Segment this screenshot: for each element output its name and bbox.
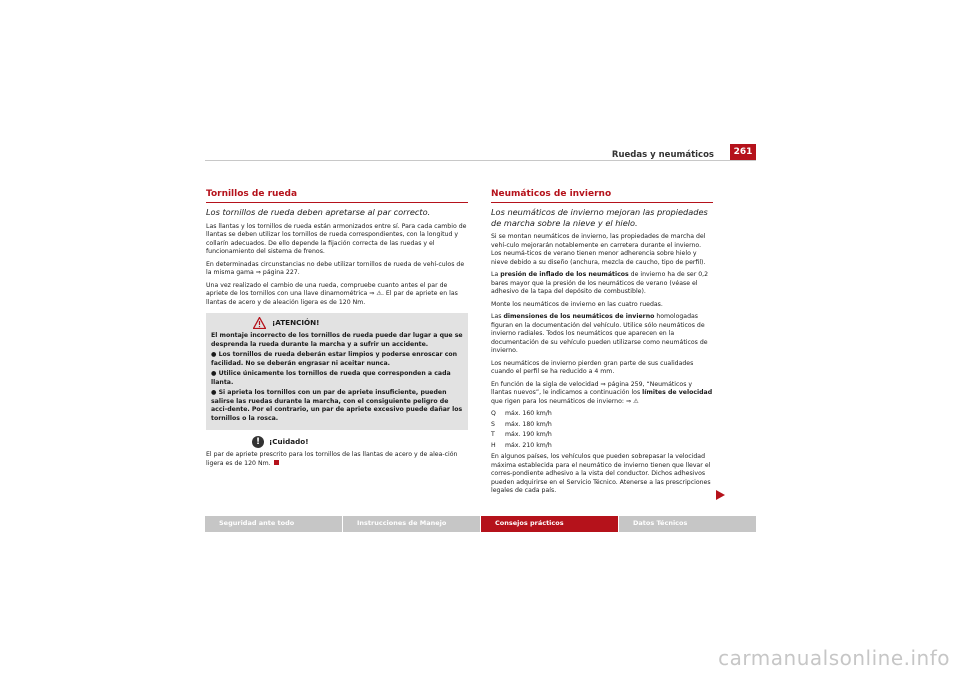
paragraph: La presión de inflado de los neumáticos de invierno ha de ser 0,2 bares mayor que la presión de los neumáticos de verano (véase el adhesivo de la tapa del depósito de combustible). xyxy=(491,271,709,295)
header-divider xyxy=(205,160,756,161)
footer-tab-instrucciones[interactable]: Instrucciones de Manejo xyxy=(343,516,480,532)
left-column xyxy=(206,188,468,472)
speed-row: T máx. 190 km/h xyxy=(491,431,552,438)
exclamation-icon: ! xyxy=(252,436,264,448)
paragraph: En algunos países, los vehículos que pueden sobrepasar la velocidad máxima establecida para el neumático de invierno tienen que llevar el corres-pondiente adhesivo a la vista del conductor. Dichos adhesivos pueden adquirirse en el Servicio Técnico. Atenerse a las prescripciones legales de cada país. xyxy=(491,453,711,494)
caution-header xyxy=(252,436,468,448)
bullet-icon: ● xyxy=(211,370,219,377)
page-number: 261 xyxy=(730,144,756,161)
speed-row: H máx. 210 km/h xyxy=(491,441,552,449)
paragraph: Los neumáticos de invierno pierden gran parte de sus cualidades cuando el perfil se ha reducido a 4 mm. xyxy=(491,359,694,375)
warning-bullet: ● Si aprieta los tornillos con un par de apriete insuficiente, pueden salirse las ruedas durante la marcha, con el consiguiente peligro de acci-dente. Por el contrario, un par de apriete excesivo puede dañar los tornillos o la rosca. xyxy=(211,389,463,422)
running-header-title: Ruedas y neumáticos xyxy=(611,150,714,160)
next-page-arrow-icon[interactable] xyxy=(716,490,725,500)
footer-tab-consejos[interactable]: Consejos prácticos xyxy=(481,516,618,532)
bullet-icon: ● xyxy=(211,389,219,396)
warning-intro: El montaje incorrecto de los tornillos de rueda puede dar lugar a que se desprenda la rueda durante la marcha y a sufrir un accidente. xyxy=(211,332,463,348)
caution-text: El par de apriete prescrito para los tornillos de las llantas de acero y de alea-ción ligera es de 120 Nm. xyxy=(206,451,458,467)
paragraph: Si se montan neumáticos de invierno, las propiedades de marcha del vehí-culo mejorarán notablemente en carretera durante el invierno. Los neumá-ticos de verano tienen menor adherencia sobre hielo y nieve debido a su diseño (anchura, mezcla de caucho, tipo de perfil). xyxy=(491,233,706,266)
footer-tab-seguridad[interactable]: Seguridad ante todo xyxy=(205,516,342,532)
section-subtitle-winter-tyres: Los neumáticos de invierno mejoran las propiedades de marcha sobre la nieve y el hielo. xyxy=(491,207,708,228)
speed-row: Q máx. 160 km/h xyxy=(491,410,552,417)
warning-box xyxy=(206,313,468,430)
footer-tab-datos[interactable]: Datos Técnicos xyxy=(619,516,756,532)
bullet-icon: ● xyxy=(211,351,219,358)
paragraph: En función de la sigla de velocidad ⇒ página 259, “Neumáticos y llantas nuevos”, le indicamos a continuación los límites de velocidad que rigen para los neumáticos de invierno: ⇒ ⚠ xyxy=(491,380,713,405)
paragraph: Las dimensiones de los neumáticos de invierno homologadas figuran en la documentación del vehículo. Utilice sólo neumáticos de invierno radiales. Todos los neumáticos que aparecen en la documentación de su vehículo pueden utilizarse como neumáticos de invierno. xyxy=(491,313,708,354)
footer-nav xyxy=(205,516,756,532)
warning-title: ¡ATENCIÓN! xyxy=(272,317,320,327)
speed-row: S máx. 180 km/h xyxy=(491,420,552,428)
section-end-marker xyxy=(274,460,279,465)
paragraph: Monte los neumáticos de invierno en las cuatro ruedas. xyxy=(491,300,663,308)
right-column xyxy=(491,188,713,500)
watermark: carmanualsonline.info xyxy=(718,646,950,670)
paragraph: En determinadas circunstancias no debe utilizar tornillos de rueda de vehí-culos de la misma gama ⇒ página 227. xyxy=(206,260,465,276)
speed-list xyxy=(491,410,713,450)
caution-title: ¡Cuidado! xyxy=(269,436,309,446)
warning-bullet: ● Los tornillos de rueda deberán estar limpios y poderse enroscar con facilidad. No se deberán engrasar ni aceitar nunca. xyxy=(211,351,458,367)
section-title-wheel-bolts: Tornillos de rueda xyxy=(206,188,468,203)
warning-header xyxy=(211,317,463,329)
warning-bullet: ● Utilice únicamente los tornillos de rueda que corresponden a cada llanta. xyxy=(211,370,451,386)
paragraph: Una vez realizado el cambio de una rueda, compruebe cuanto antes el par de apriete de los tornillos con una llave dinamométrica ⇒ ⚠. El par de apriete en las llantas de acero y de aleación ligera es de 120 Nm. xyxy=(206,281,458,306)
section-subtitle-wheel-bolts: Los tornillos de rueda deben apretarse al par correcto. xyxy=(206,207,431,217)
paragraph: Las llantas y los tornillos de rueda están armonizados entre sí. Para cada cambio de llantas se deben utilizar los tornillos de rueda correspondientes, con la longitud y collarín adecuados. De ello depende la fijación correcta de las ruedas y el funcionamiento del sistema de frenos. xyxy=(206,222,467,255)
section-title-winter-tyres: Neumáticos de invierno xyxy=(491,188,713,203)
warning-triangle-icon xyxy=(253,317,266,329)
